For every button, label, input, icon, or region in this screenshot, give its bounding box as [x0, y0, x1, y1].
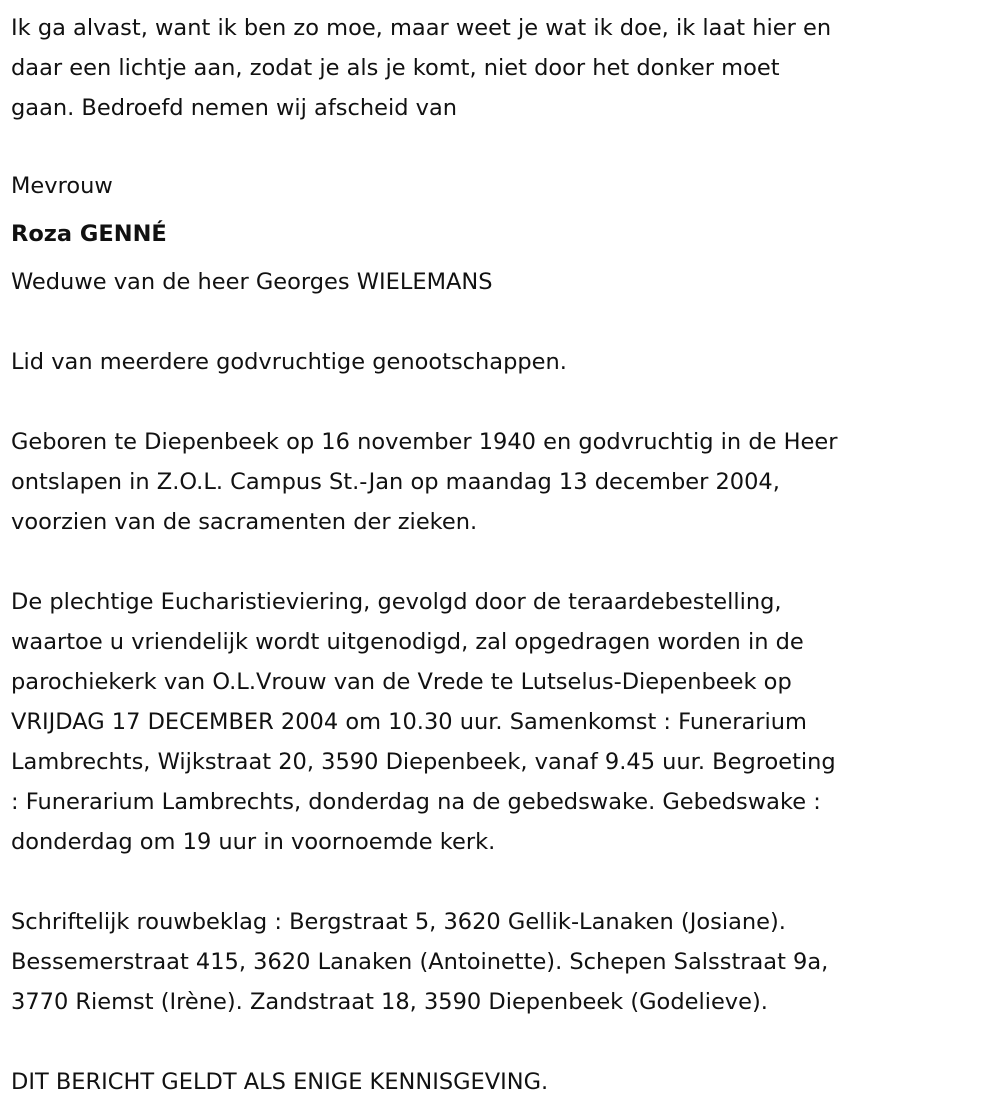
- text-line: gaan. Bedroefd nemen wij afscheid van: [11, 95, 457, 121]
- widow-of: Weduwe van de heer Georges WIELEMANS: [11, 269, 493, 295]
- text-line: Geboren te Diepenbeek op 16 november 1940 en godvruchtig in de Heer: [11, 429, 838, 455]
- text-line: donderdag om 19 uur in voornoemde kerk.: [11, 829, 496, 855]
- text-line: daar een lichtje aan, zodat je als je komt, niet door het donker moet: [11, 55, 780, 81]
- text-line: waartoe u vriendelijk wordt uitgenodigd, zal opgedragen worden in de: [11, 629, 804, 655]
- text-line: Schriftelijk rouwbeklag : Bergstraat 5, 3620 Gellik-Lanaken (Josiane).: [11, 909, 786, 935]
- text-line: parochiekerk van O.L.Vrouw van de Vrede te Lutselus-Diepenbeek op: [11, 669, 792, 695]
- ceremony-paragraph: [11, 582, 836, 862]
- text-line: : Funerarium Lambrechts, donderdag na de gebedswake. Gebedswake :: [11, 789, 821, 815]
- text-line: Lambrechts, Wijkstraat 20, 3590 Diepenbeek, vanaf 9.45 uur. Begroeting: [11, 749, 836, 775]
- text-line: Bessemerstraat 415, 3620 Lanaken (Antoinette). Schepen Salsstraat 9a,: [11, 949, 829, 975]
- text-line: 3770 Riemst (Irène). Zandstraat 18, 3590 Diepenbeek (Godelieve).: [11, 989, 768, 1015]
- text-line: Ik ga alvast, want ik ben zo moe, maar weet je wat ik doe, ik laat hier en: [11, 15, 832, 41]
- text-line: voorzien van de sacramenten der zieken.: [11, 509, 478, 535]
- membership: Lid van meerdere godvruchtige genootschappen.: [11, 349, 567, 375]
- notice: DIT BERICHT GELDT ALS ENIGE KENNISGEVING.: [11, 1069, 549, 1095]
- intro-poem: [11, 8, 831, 128]
- deceased-name: Roza GENNÉ: [11, 221, 167, 247]
- text-line: De plechtige Eucharistieviering, gevolgd door de teraardebestelling,: [11, 589, 782, 615]
- text-line: VRIJDAG 17 DECEMBER 2004 om 10.30 uur. Samenkomst : Funerarium: [11, 709, 807, 735]
- condolences-paragraph: [11, 902, 828, 1022]
- text-line: ontslapen in Z.O.L. Campus St.-Jan op maandag 13 december 2004,: [11, 469, 780, 495]
- birth-death-paragraph: [11, 422, 837, 542]
- salutation: Mevrouw: [11, 173, 113, 199]
